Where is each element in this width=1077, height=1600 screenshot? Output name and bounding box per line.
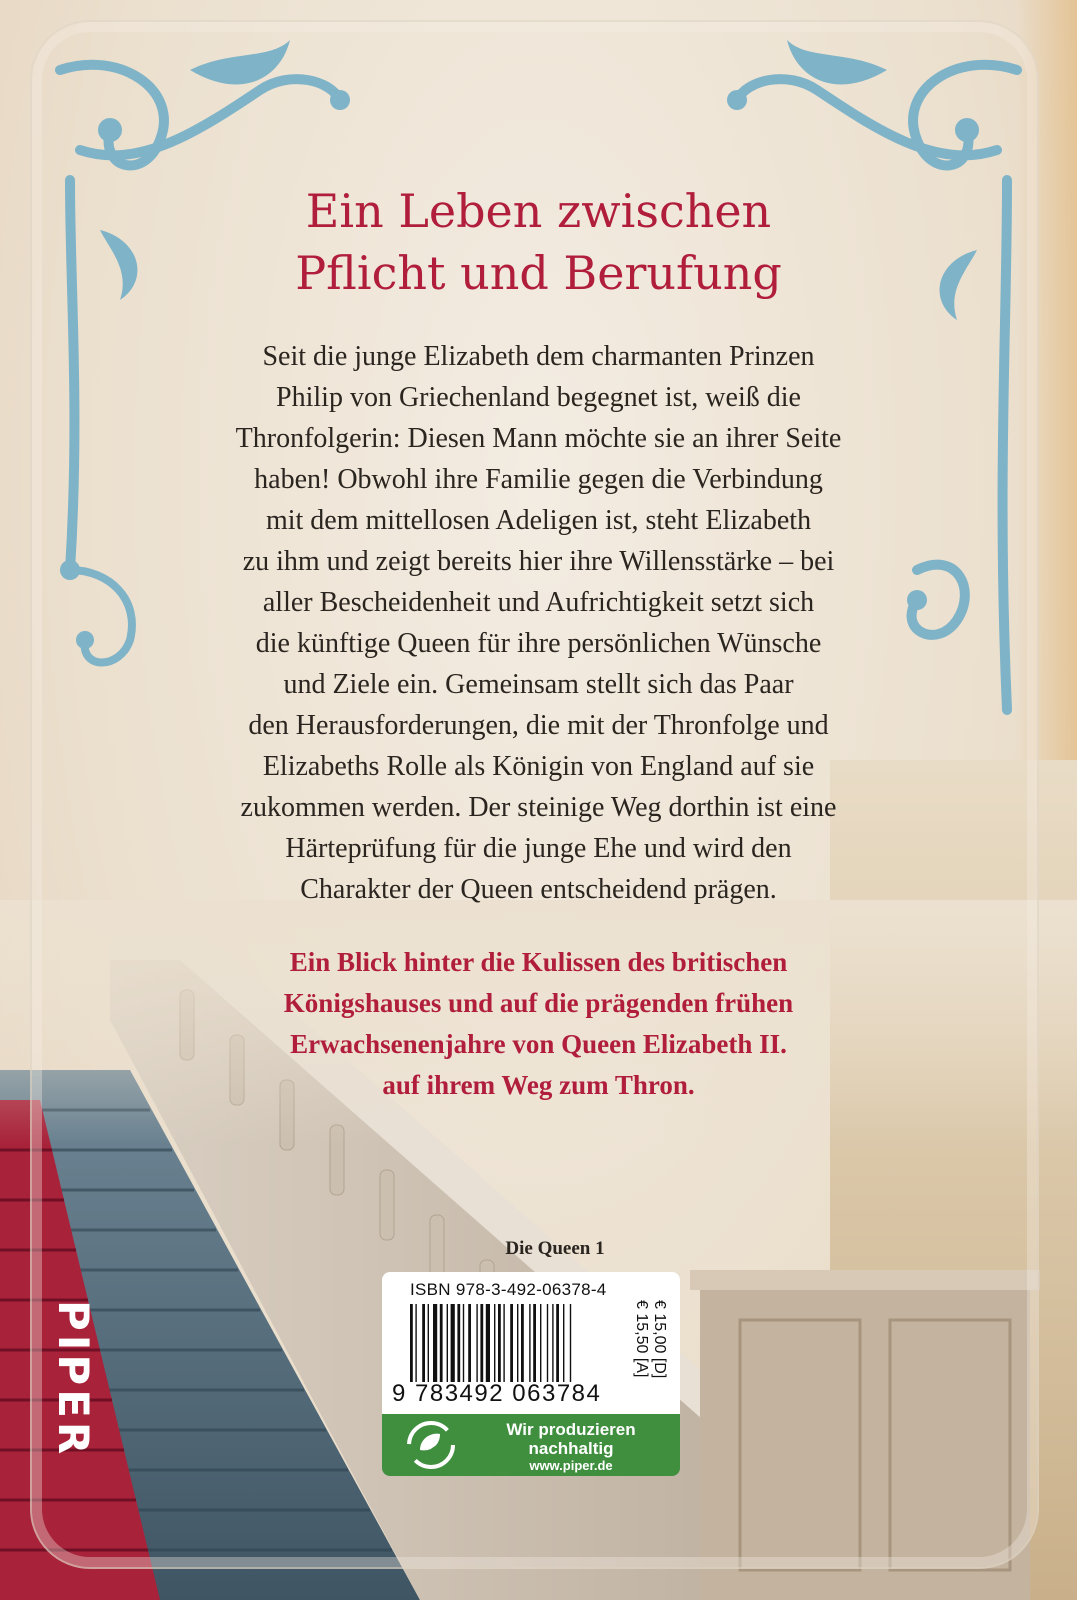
barcode-digits: 9 783492 063784 (392, 1380, 602, 1407)
blurb-line: zu ihm und zeigt bereits hier ihre Willensstärke – bei (242, 546, 835, 577)
headline-line-2: Pflicht und Berufung (295, 246, 782, 300)
publisher-name: PIPER (49, 1300, 98, 1459)
price-germany: € 15,00 [D] (651, 1300, 668, 1379)
blurb-paragraph (160, 336, 917, 910)
series-label: Die Queen 1 (505, 1238, 605, 1259)
cover-headline (140, 180, 937, 304)
blurb-line: mit dem mittellosen Adeligen ist, steht Elizabeth (265, 505, 812, 536)
blurb-line: haben! Obwohl ihre Familie gegen die Verbindung (254, 464, 823, 495)
tagline-line: auf ihrem Weg zum Thron. (382, 1070, 695, 1100)
blurb-line: Charakter der Queen entscheidend prägen. (300, 874, 777, 905)
recycle-leaves-icon (406, 1420, 456, 1470)
sustainability-text (466, 1420, 676, 1474)
blurb-line: Härteprüfung für die junge Ehe und wird den (285, 833, 792, 864)
ornament-left-scroll-icon (50, 560, 170, 700)
sustainability-badge (382, 1414, 680, 1476)
tagline (180, 942, 897, 1106)
blurb-line: aller Bescheidenheit und Aufrichtigkeit setzt sich (262, 587, 815, 618)
barcode-icon (410, 1304, 640, 1382)
headline-line-1: Ein Leben zwischen (305, 184, 772, 238)
tagline-line: Erwachsenenjahre von Queen Elizabeth II. (290, 1029, 787, 1059)
price-austria: € 15,50 [A] (633, 1300, 650, 1378)
blurb-line: den Herausforderungen, die mit der Thronfolge und (248, 710, 829, 741)
blurb-line: Philip von Griechenland begegnet ist, weiß die (276, 382, 801, 413)
eco-line-2: nachhaltig (528, 1439, 614, 1458)
price-block (633, 1300, 674, 1410)
isbn-barcode-box (382, 1272, 680, 1416)
blurb-line: Thronfolgerin: Diesen Mann möchte sie an ihrer Seite (235, 423, 842, 454)
eco-url: www.piper.de (529, 1458, 613, 1473)
blurb-line: Seit die junge Elizabeth dem charmanten Prinzen (262, 341, 815, 372)
blurb-line: die künftige Queen für ihre persönlichen Wünsche (255, 628, 822, 659)
tagline-line: Königshauses und auf die prägenden frühen (283, 988, 794, 1018)
publisher-logo (44, 1300, 104, 1480)
blurb-line: Elizabeths Rolle als Königin von England auf sie (262, 751, 815, 782)
blurb-line: und Ziele ein. Gemeinsam stellt sich das Paar (283, 669, 794, 700)
isbn-number: ISBN 978-3-492-06378-4 (410, 1280, 607, 1299)
eco-line-1: Wir produzieren (506, 1420, 636, 1439)
tagline-line: Ein Blick hinter die Kulissen des britischen (289, 947, 788, 977)
blurb-line: zukommen werden. Der steinige Weg dorthin ist eine (240, 792, 837, 823)
